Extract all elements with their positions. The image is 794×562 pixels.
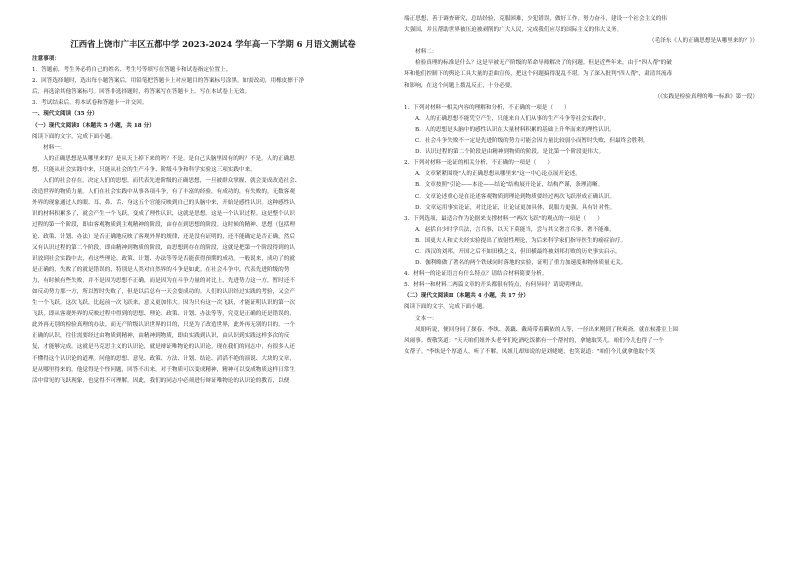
exam-title: 江西省上饶市广丰区五都中学 2023-2024 学年高一下学期 6 月语文测试卷 [70, 39, 356, 49]
text-line: 是从哪里得来的，他觉得是个怪问题，回答不出来。对于物质可以变成精神，精神可以变成物质这样日常生 [32, 366, 295, 373]
notice-item: 2．回答选择题时，选出每小题答案后，用铅笔把答题卡上对应题目的答案标号涂黑。如需改动，用橡皮擦干净 [32, 78, 305, 85]
section-heading: 一、现代文阅读（35 分） [32, 111, 98, 118]
option-a: A．文章紧紧围绕"人的正确思想从哪里来"这一中心论点展开论述。 [415, 171, 581, 178]
text-line: 凤姐听说，便回身同了探春、李纨、袭藕、戴琦带着瞒依的人等，一径出来刚到了秋爽斋，就在候番室上围 [415, 326, 678, 333]
option-a: A．人的正确思想不能凭空产生，只能来自人们从事的生产斗争等社会实践中。 [415, 115, 610, 122]
option-d: D．伽利略做了著名的两个铁球同时落地的实验，证明了重力加速度和物体质量无关。 [415, 260, 627, 267]
option-b: B．人的思想是头脑中的感性认识在大量材料积累的基础上升华而来的理性认识。 [415, 126, 615, 133]
text-line: 力，有时候有些失败，并不是因为思想不正确，而是因为在斗争力量的对比上，先进势力这一方，暂时还不 [32, 277, 295, 284]
text-line: 人们的社会存在，决定人们的思想。而代表先进阶级的正确思想，一旦被群众掌握，就会变成改造社会、 [43, 178, 301, 185]
text-line: 大强国，并且帮助世界被压迫被剥削的广大人民，完成我们应尽的国际主义的伟大义务。 [404, 27, 623, 34]
question-1: 1．下列对材料一相关内容的理解和分析，不正确的一项是（ ） [404, 104, 570, 111]
source-citation: （《实践是检验真理的唯一标准》第一段） [654, 93, 758, 100]
left-column [32, 14, 394, 554]
text-line: 改造世界的物质力量。人们在社会实践中从事各项斗争，有了丰富的经验，有成功的，有失败的。无数客观 [32, 189, 295, 196]
question-5: 5．材料一和材料二两篇文章的开头都很有特点，有何异同？请说明理由。 [404, 282, 587, 289]
option-d: D．认识过程的第二个阶段是由精神到物质的阶段，是比第一个阶段更伟大。 [415, 149, 605, 156]
text-line: 端正思想，善于调查研究，总结经验，克服困难，少犯错误，做好工作，努力奋斗，建设一个社会主义的伟 [404, 16, 667, 22]
question-4: 4．材料一的论证语言有什么特点？请结合材料简要分析。 [404, 271, 548, 278]
notice-list [32, 65, 394, 109]
notice-item: 1．答题前，考生务必将自己的姓名、考生号等填写在答题卡和试卷指定位置上。 [32, 67, 232, 74]
text-line: 论、政策、计划、办法）是否正确地反映了客观外界的规律，还是没有证明的，还不能确定是否正确，然后 [32, 233, 295, 240]
text-line: 不懂得这个认识论的道理。问他的思想、意见、政策、方法、计划、结论、滔滔不绝的演说、大块的文章， [32, 355, 295, 362]
instruction-text: 阅读下面的文字，完成下面小题。 [32, 133, 116, 140]
notice-item: 后，再选涂其他答案标号。回答非选择题时，将答案写在答题卡上。写在本试卷上无效。 [32, 89, 251, 96]
text-line: 女帮子。"李纨是个厚道人，听了不解。凤姐儿却知说的是刘姥姥，也笑说道："咱们今儿就拿他取个笑 [404, 348, 656, 355]
text-label: 文本一： [415, 315, 438, 322]
text-line: 生一个飞跃。这次飞跃，比起前一次飞跃来，意义更加伟大。因为只有这一次飞跃，才能证明认识的第一次 [32, 300, 295, 307]
text-line: 外界的现象通过人的眼、耳、鼻、舌、身这五个官能反映到自己的头脑中来，开始是感性认识。这种感性认 [32, 200, 295, 207]
text-line: 飞跃，即从客观外界的反映过程中得到的思想、理论、政策、计划、办法等等，究竟是正确的还是错误的， [32, 311, 295, 318]
material-label: 材料二： [415, 49, 438, 56]
text-line: 人的正确思想是从哪里来的？是从天上掉下来的吗？不是。是自己头脑里固有的吗？不是。人的正确思 [43, 155, 295, 162]
subsection-heading: （一）现代文阅读Ⅰ（本题共 5 小题，共 18 分） [32, 122, 155, 129]
material-label: 材料一： [43, 144, 66, 151]
material1-body [32, 154, 394, 387]
text-line: 风闹事。贾敬笑道："天天咱们姐外头老爷们吃酒吃饭都有一个帮衬的，拿她取笑儿。咱们今儿也得了一个 [404, 337, 664, 344]
text-line: 又有认识过程的第二个阶段，即由精神到物质的阶段，由思想到存在的阶段，这就是把第一个阶段得到的认 [32, 244, 295, 251]
right-column [404, 14, 766, 554]
text-line: 活中常见的飞跃现象，也觉得不可理解。因此，我们的同志中必须进行辩证唯物论的认识论的教育，以便 [32, 377, 290, 384]
notice-item: 3．考试结束后，将本试卷和答题卡一并交回。 [32, 100, 148, 107]
text-line: 和影响，在这个问题上拨乱反正，十分必要。 [404, 82, 516, 89]
text-line: 检验真理的标准是什么？这是早被无产阶级的革命导师解决了的问题。但是近些年来，由于"四人帮"的破 [415, 60, 672, 67]
text-line: 复，才能够完成。这就是马克思主义的认识论，就是辩证唯物论的认识论。现在我们的同志中，有很多人还 [32, 344, 295, 351]
notice-heading: 注意事项： [32, 56, 60, 62]
question-3: 3．下列选项，最适合作为论据来支撑材料一"两次飞跃"的观点的一项是（ ） [404, 215, 603, 222]
text-line: 识的材料积累多了，就会产生一个飞跃，变成了理性认识，这就是思想。这是一个认识过程。这是整个认识 [32, 211, 295, 218]
text-line: 想，只能从社会实践中来，只能从社会的生产斗争、阶级斗争和科学实验这三项实践中来。 [32, 166, 256, 173]
text-line: 识放到社会实践中去，看这些理论、政策、计划、办法等等是否能获得预期的成功。一般说来，成功了的就 [32, 255, 295, 262]
instruction-text: 阅读下面的文字，完成下面小题。 [404, 304, 488, 311]
option-a: A．赵括自少时学兵法，言兵事，以天下莫能当，尝与其父奢言兵事，奢不能难。 [415, 226, 615, 233]
text-line: 正确的认识，往往需要经过由物质到精神，由精神到物质，即由实践到认识，由认识到实践这样多次的反 [32, 333, 290, 340]
text-line: 此外再无别的检验真理的办法。而无产阶级认识世界的目的，只是为了改造世界，此外再无别的目的。一个 [32, 322, 295, 329]
question-2: 2．下列对材料一论证的相关分析，不正确的一项是（ ） [404, 160, 553, 167]
text-line: 坏和他们控制下的舆论工具大量的歪曲宣传，把这个问题搞得混乱不堪。为了深入批判"四人帮"，肃清其流毒 [404, 71, 673, 78]
text-line: 如反动势力那一方，所以暂时失败了，但是以后总有一天会要成功的。人们的认识经过实践的考验，又会产 [32, 288, 295, 295]
option-d: D．文章运用事实论证，对比论证，让论证更加具体，说服力更强，具有针对性。 [415, 204, 616, 211]
option-c: C．西汉的刘邦，开国之后不如田横之义，但田横最终被刘邦打败的历史事实启示。 [415, 248, 621, 255]
source-citation: （毛泽东《人的正确思想是从哪里来的？》） [648, 38, 758, 45]
text-line: 是正确的，失败了的就是错误的，特别是人类对自然界的斗争是如此。在社会斗争中，代表先进阶级的势 [32, 266, 290, 273]
option-b: B．国更夫人和丈夫经实验提出了放射性理论，为后来科学家们指导医生的癌症治疗。 [415, 237, 627, 244]
option-b: B．文章按照"引论——本论——结论"结构展开论证，结构严谨，条理清晰。 [415, 182, 604, 189]
option-c: C．社会斗争失败不一定是先进阶级的势力可能会因力量比较弱小而暂时失败，但最终会胜利。 [415, 138, 649, 145]
option-c: C．文章论述重心是在论述客观物质到理论到物质要经过两次飞跃形成正确认识。 [415, 193, 616, 200]
subsection-heading: （二）现代文阅读Ⅱ（本题共 4 小题，共 17 分） [404, 293, 529, 300]
text-line: 过程的第一个阶段，即由客观物质到主观精神的阶段，由存在到思想的阶段。这时候的精神、思想（包括理 [32, 222, 295, 229]
